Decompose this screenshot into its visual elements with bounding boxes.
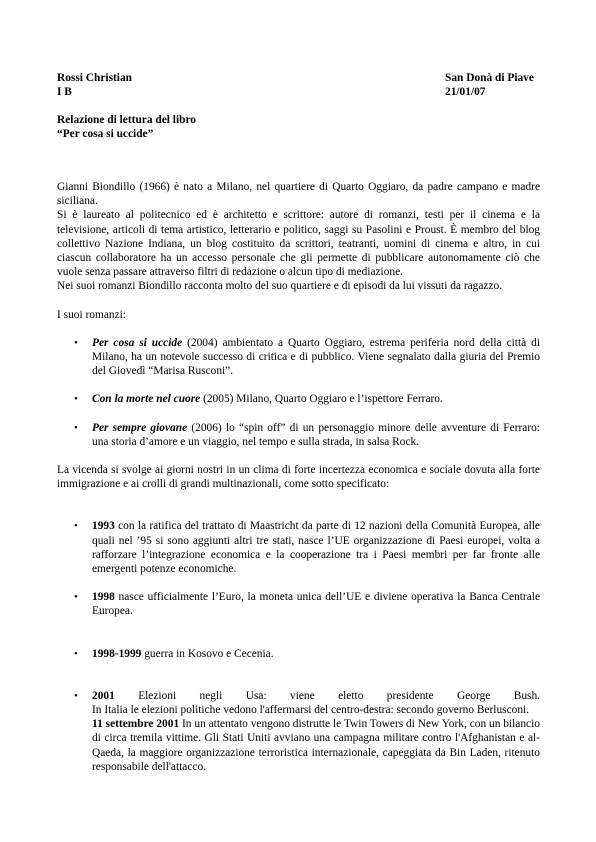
header-right bbox=[445, 71, 534, 99]
novels-label: I suoi romanzi: bbox=[57, 308, 126, 321]
event-description: nasce ufficialmente l’Euro, la moneta unica dell’UE e diviene operativa la Banca Centrale Europea. bbox=[92, 591, 540, 618]
events-list bbox=[57, 519, 540, 774]
list-item bbox=[57, 647, 540, 661]
novel-title: Per cosa si uccide bbox=[92, 336, 183, 349]
bullet-icon: • bbox=[74, 421, 78, 434]
novel-description: (2006) lo “spin off” di un personaggio minore delle avventure di Ferraro: una storia d’amore e un viaggio, nel tempo e sulla strada, in salsa Rock. bbox=[92, 421, 540, 448]
event-headline-text: Elezioni negli Usa: viene eletto presidente George Bush. bbox=[114, 689, 540, 702]
event-year: 2001 bbox=[92, 689, 115, 702]
list-item bbox=[57, 392, 540, 406]
bullet-icon: • bbox=[74, 393, 78, 406]
bullet-icon: • bbox=[74, 689, 78, 702]
event-year: 1993 bbox=[92, 520, 115, 533]
list-item bbox=[57, 519, 540, 576]
event-description: con la ratifica del trattato di Maastricht da parte di 12 nazioni della Comunità Europea, alle quali nel ’95 si sono aggiunti altri tre stati, nasce l’UE organizzazione di Paesi europei, volta a rafforzare l’integrazione economica e la cooperazione tra i Paesi membri per far fronte alle emergenti potenze economiche. bbox=[92, 520, 540, 576]
bullet-icon: • bbox=[74, 647, 78, 660]
title-line-1: Relazione di lettura del libro bbox=[57, 114, 196, 126]
event-headline bbox=[92, 689, 540, 703]
event-description: guerra in Kosovo e Cecenia. bbox=[141, 647, 274, 660]
event-year: 1998-1999 bbox=[92, 647, 142, 660]
novel-description: (2005) Milano, Quarto Oggiaro e l’ispettore Ferraro. bbox=[200, 393, 443, 406]
document-body bbox=[57, 180, 540, 774]
bullet-icon: • bbox=[74, 591, 78, 604]
intro-paragraph-1: Gianni Biondillo (1966) è nato a Milano, nel quartiere di Quarto Oggiaro, da padre campano e madre siciliana. bbox=[57, 181, 540, 208]
event-year: 1998 bbox=[92, 591, 115, 604]
context-paragraph: La vicenda si svolge ai giorni nostri in un clima di forte incertezza economica e sociale dovuta alla forte immigrazione e ai crolli di grandi multinazionali, come sotto specificato: bbox=[57, 464, 540, 491]
list-item bbox=[57, 590, 540, 618]
title-line-2: “Per cosa si uccide” bbox=[57, 128, 154, 140]
class-name: I B bbox=[57, 86, 72, 98]
list-item bbox=[57, 689, 540, 774]
header-left bbox=[57, 71, 132, 99]
novel-description: (2004) ambientato a Quarto Oggiaro, estrema periferia nord della città di Milano, ha un notevole successo di critica e di pubblico. Viene segnalato dalla giuria del Premio del Giovedì “Marisa Rusconi”. bbox=[92, 336, 540, 378]
event-description: In Italia le elezioni politiche vedono l'affermarsi del centro-destra: secondo governo Berlusconi. bbox=[92, 704, 530, 717]
bullet-icon: • bbox=[74, 520, 78, 533]
bullet-icon: • bbox=[74, 336, 78, 349]
event-sub-description: In un attentato vengono distrutte le Twin Towers di New York, con un bilancio di circa tremila vittime. Gli Stati Uniti avviano una campagna militare contro l'Afghanistan e al-Qaeda, la maggiore organizzazione terroristica internazionale, capeggiata da Bin Laden, ritenuto responsabile dell'attacco. bbox=[92, 718, 540, 773]
novel-title: Per sempre giovane bbox=[92, 421, 188, 434]
list-item bbox=[57, 336, 540, 379]
document-date: 21/01/07 bbox=[445, 86, 486, 98]
document-title bbox=[57, 113, 196, 141]
intro-paragraph-2: Si è laureato al politecnico ed è architetto e scrittore: autore di romanzi, testi per il cinema e la televisione, articoli di tema artistico, letterario e politico, saggi su Pasolini e Proust. È membro del blog collettivo Nazione Indiana, un blog costituito da scrittori, teatranti, uomini di cinema e altro, in cui ciascun collaboratore ha un accesso personale che gli permette di pubblicare autonomamente ciò che vuole senza passare attraverso filtri di redazione o alcun tipo di mediazione. bbox=[57, 209, 540, 279]
list-item bbox=[57, 421, 540, 449]
event-sub-date: 11 settembre 2001 bbox=[92, 718, 180, 731]
novels-list bbox=[57, 336, 540, 449]
novel-title: Con la morte nel cuore bbox=[92, 393, 201, 406]
place-name: San Donà di Piave bbox=[445, 72, 534, 84]
author-name: Rossi Christian bbox=[57, 72, 133, 84]
intro-paragraph-3: Nei suoi romanzi Biondillo racconta molto del suo quartiere e di episodi da lui vissuti da ragazzo. bbox=[57, 280, 503, 293]
event-sub-entry bbox=[92, 717, 540, 774]
